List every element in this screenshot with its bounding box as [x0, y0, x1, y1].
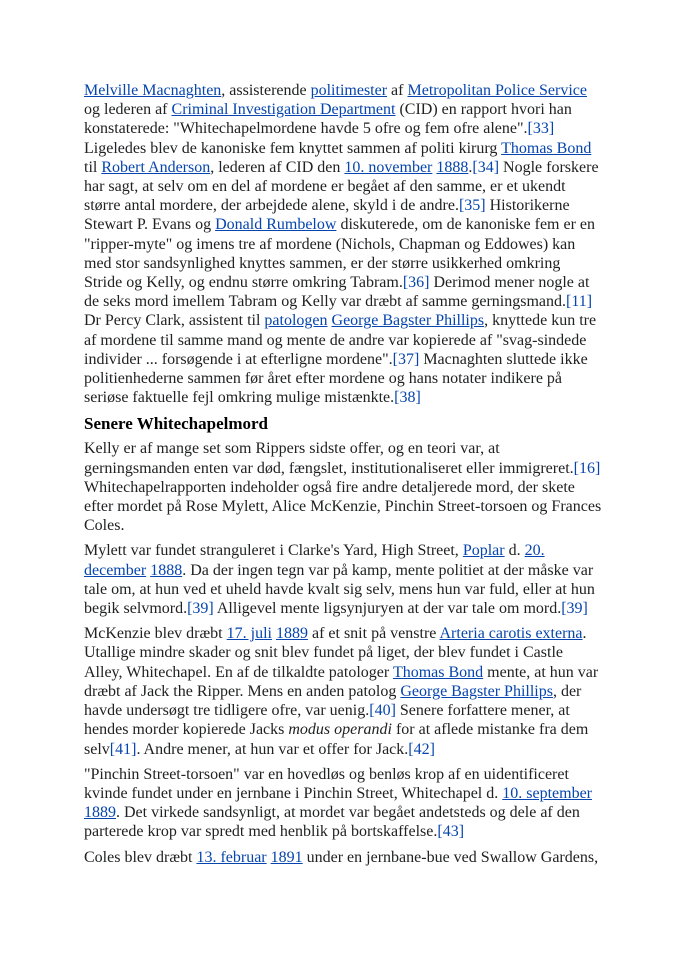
- article-body: [84, 81, 602, 873]
- wiki-link[interactable]: 1888: [436, 158, 469, 176]
- text-run: af et snit på venstre: [307, 625, 440, 643]
- text-run: Senere forfattere mener, at hendes morder kopierede Jacks: [84, 702, 570, 739]
- text-run: , assisterende: [221, 82, 311, 99]
- wiki-link[interactable]: Metropolitan Police Service: [407, 82, 587, 99]
- wiki-link[interactable]: 20. december: [84, 542, 545, 579]
- text-run: , lederen af CID den: [210, 158, 345, 176]
- text-run: Alligevel mente ligsynjuryen at der var tale om mord.: [213, 600, 562, 618]
- text-run: til: [84, 158, 102, 176]
- wiki-link[interactable]: Thomas Bond: [501, 139, 592, 157]
- text-run: . Andre mener, at hun var et offer for Jack.: [136, 740, 409, 758]
- paragraph-p6: [84, 848, 602, 867]
- reference-link[interactable]: [36]: [402, 274, 430, 292]
- wiki-link[interactable]: 1889: [275, 625, 308, 643]
- paragraph-p1: [84, 81, 602, 407]
- section-canonical-five: [84, 81, 602, 407]
- text-run: d.: [504, 542, 525, 560]
- reference-link[interactable]: [11]: [566, 293, 593, 311]
- reference-link[interactable]: [33]: [527, 120, 555, 138]
- reference-link[interactable]: [42]: [408, 740, 435, 758]
- text-run: "Pinchin Street-torsoen" var en hovedløs og benløs krop af en uidentificeret kvinde fundet under en jernbane i Pinchin Street, Whitechapel d.: [84, 765, 569, 802]
- wiki-link[interactable]: 1891: [270, 848, 303, 866]
- wiki-link[interactable]: George Bagster Phillips: [331, 312, 485, 330]
- wiki-link[interactable]: Melville Macnaghten: [84, 82, 222, 99]
- wiki-link[interactable]: Arteria carotis externa: [439, 625, 583, 643]
- text-run: Historikerne Stewart P. Evans og: [84, 197, 570, 234]
- reference-link[interactable]: [39]: [561, 600, 588, 618]
- text-run: . Da der ingen tegn var på kamp, mente politiet at der måske var tale om, at hun ved et uheld havde kvalt sig selv, mens hun var fuld, eller at hun begik selvmord.: [84, 561, 595, 618]
- text-run: Ligeledes blev de kanoniske fem knyttet sammen af politi kirurg: [84, 139, 502, 157]
- text-run: Derimod mener nogle at de seks mord imellem Tabram og Kelly var dræbt af samme gerningsmand.: [84, 274, 590, 311]
- paragraph-p2: [84, 439, 602, 535]
- reference-link[interactable]: [41]: [109, 740, 137, 758]
- section-heading: Senere Whitechapelmord: [84, 414, 268, 434]
- paragraph-p4: [84, 624, 602, 758]
- text-run: under en jernbane-bue ved Swallow Gardens,: [302, 848, 599, 866]
- text-run: (CID) en rapport hvori han konstaterede: "Whitechapelmordene havde 5 ofre og fem ofre alene".: [84, 101, 572, 138]
- text-run: for at aflede mistanke fra dem selv: [84, 721, 589, 758]
- wiki-link[interactable]: Poplar: [462, 542, 505, 560]
- wiki-link[interactable]: 1889: [84, 804, 116, 822]
- wiki-link[interactable]: politimester: [310, 82, 388, 99]
- wiki-link[interactable]: Criminal Investigation Department: [171, 101, 396, 119]
- wiki-link[interactable]: 1888: [150, 561, 183, 579]
- text-run: . Det virkede sandsynligt, at mordet var begået andetsteds og dele af den parterede krop var spredt med henblik på bortskaffelse.: [84, 804, 580, 841]
- reference-link[interactable]: [35]: [458, 197, 486, 215]
- wiki-link[interactable]: George Bagster Phillips: [400, 682, 553, 700]
- text-run: , der havde undersøgt tre tidligere ofre, var uenig.: [84, 682, 582, 720]
- wiki-link[interactable]: Robert Anderson: [101, 158, 211, 176]
- text-run: af: [387, 82, 408, 99]
- text-run: og lederen af: [84, 101, 172, 119]
- wiki-link[interactable]: Thomas Bond: [392, 663, 484, 681]
- text-run: Nogle forskere har sagt, at selv om en del af mordene er begået af den samme, er et ukendt større antal mordere, der arbejdede alene, skyld i de andre.: [84, 158, 599, 215]
- text-run: Whitechapelrapporten indeholder også fire andre detaljerede mord, der skete efter mordet på Rose Mylett, Alice McKenzie, Pinchin Street-torsoen og Frances Coles.: [84, 478, 602, 535]
- reference-link[interactable]: [34]: [472, 158, 500, 176]
- wiki-link[interactable]: 17. juli: [226, 625, 272, 643]
- text-run: , knyttede kun tre af mordene til samme mand og mente de andre var kopierede af "svag-sindede individer ... forsøgende i at efterligne mordene".: [84, 312, 597, 368]
- text-run: Mylett var fundet stranguleret i Clarke's Yard, High Street,: [84, 542, 463, 560]
- wiki-link[interactable]: patologen: [264, 312, 328, 330]
- reference-link[interactable]: [38]: [394, 389, 421, 407]
- text-run: mente, at hun var dræbt af Jack the Ripper. Mens en anden patolog: [84, 663, 599, 700]
- reference-link[interactable]: [16]: [573, 459, 601, 477]
- paragraph-p5: [84, 765, 602, 842]
- reference-link[interactable]: [43]: [437, 823, 465, 841]
- text-run: McKenzie blev dræbt: [84, 625, 227, 643]
- wiki-link[interactable]: 10. september: [502, 784, 592, 802]
- text-run: Kelly er af mange set som Rippers sidste offer, og en teori var, at gerningsmanden enten var død, fængslet, institutionaliseret eller immigreret.: [84, 440, 574, 477]
- text-run: diskuterede, om de kanoniske fem er en "ripper-myte" og imens tre af mordene (Nichols, Chapman og Eddowes) kan med stor sandsynlighed knyttes sammen, er der større usikkerhed omkring Stride og Kelly, og endnu større omkring Tabram.: [84, 216, 596, 292]
- reference-link[interactable]: [40]: [369, 702, 396, 720]
- paragraph-p3: [84, 541, 602, 618]
- text-run: .: [468, 158, 473, 176]
- wiki-link[interactable]: Donald Rumbelow: [215, 216, 337, 234]
- italic-text: modus operandi: [288, 721, 392, 739]
- text-run: . Utallige mindre skader og snit blev fundet på liget, der blev fundet i Castle Alley, Whitechapel. En af de tilkaldte patologer: [84, 625, 587, 681]
- text-run: Macnaghten sluttede ikke politienhederne sammen før året efter mordene og hans notater indikere på seriøse faktuelle fejl omkring mulige mistænkte.: [84, 350, 588, 407]
- reference-link[interactable]: [37]: [392, 350, 420, 368]
- wiki-link[interactable]: 13. februar: [196, 848, 267, 866]
- reference-link[interactable]: [39]: [187, 600, 214, 618]
- text-run: Coles blev dræbt: [84, 848, 197, 866]
- text-run: Dr Percy Clark, assistent til: [84, 312, 265, 330]
- wiki-link[interactable]: 10. november: [344, 158, 433, 176]
- section-later-murders: [84, 439, 602, 866]
